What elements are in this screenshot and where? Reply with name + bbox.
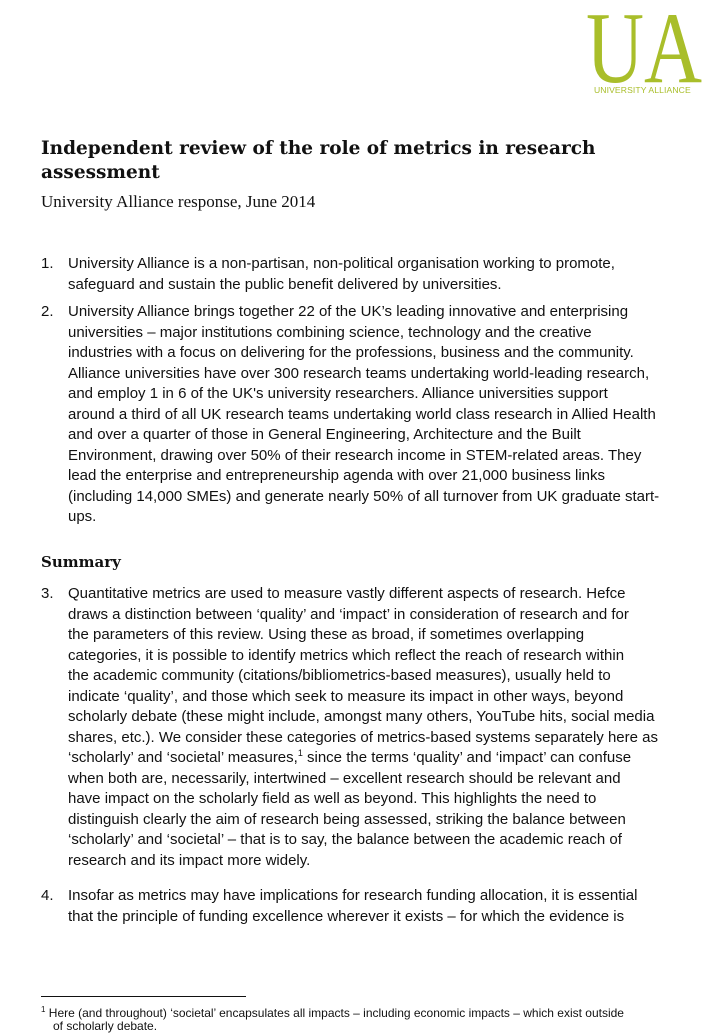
footnote-text: Here (and throughout) ‘societal’ encapsulates all impacts – including economic impacts – which exist outside bbox=[45, 1006, 624, 1020]
text-line: have impact on the scholarly field as well as beyond. This highlights the need to bbox=[68, 790, 597, 807]
ua-logo-letters: UA bbox=[586, 0, 702, 105]
text-line: Insofar as metrics may have implications for research funding allocation, it is essential bbox=[68, 887, 638, 904]
document-subtitle: University Alliance response, June 2014 bbox=[41, 192, 316, 211]
footnote-continuation bbox=[41, 1018, 191, 1033]
text-line-with-footnote bbox=[68, 748, 691, 769]
text-line: University Alliance brings together 22 of the UK’s leading innovative and enterprising bbox=[68, 303, 629, 320]
text-line: research and its impact more widely. bbox=[68, 851, 311, 869]
text-line: and employ 1 in 6 of the UK's university researchers. Alliance universities support bbox=[68, 385, 608, 402]
text-line: the academic community (citations/bibliometrics-based measures), usually held to bbox=[68, 667, 611, 684]
document-title bbox=[41, 137, 641, 185]
paragraph-1 bbox=[41, 254, 691, 295]
paragraph-text bbox=[68, 254, 691, 295]
text-line: universities – major institutions combining science, technology and the creative bbox=[68, 323, 592, 341]
text-line: Alliance universities have over 300 research teams undertaking world-leading research, bbox=[68, 364, 650, 382]
text-line: around a third of all UK research teams undertaking world class research in Allied Health bbox=[68, 405, 656, 423]
text-line: University Alliance is a non-partisan, non-political organisation working to promote, bbox=[68, 255, 615, 272]
text-line: the parameters of this review. Using these as broad, if sometimes overlapping bbox=[68, 626, 585, 643]
text-line: safeguard and sustain the public benefit delivered by universities. bbox=[68, 275, 502, 293]
text-line: (including 14,000 SMEs) and generate nearly 50% of all turnover from UK graduate start- bbox=[68, 487, 660, 505]
footnote-reference[interactable]: 1 bbox=[297, 748, 303, 758]
footnote-marker: 1 bbox=[41, 1005, 46, 1014]
title-line: assessment bbox=[41, 162, 160, 183]
paragraph-number: 4. bbox=[41, 887, 54, 904]
paragraph-3 bbox=[41, 584, 691, 871]
paragraph-text bbox=[68, 886, 691, 927]
title-line: Independent review of the role of metrics in research bbox=[41, 138, 596, 159]
paragraph-2 bbox=[41, 302, 691, 528]
text-line: Quantitative metrics are used to measure vastly different aspects of research. Hefce bbox=[68, 585, 626, 602]
text-line: shares, etc.). We consider these categories of metrics-based systems separately here as bbox=[68, 728, 658, 746]
text-line: that the principle of funding excellence wherever it exists – for which the evidence is bbox=[68, 907, 625, 925]
text-line: draws a distinction between ‘quality’ and ‘impact’ in consideration of research and for bbox=[68, 605, 629, 623]
footnote-divider bbox=[41, 996, 246, 997]
text-line: industries with a focus on delivering for the professions, business and the community. bbox=[68, 344, 634, 361]
paragraph-number: 3. bbox=[41, 585, 54, 602]
line-segment: ‘scholarly’ and ‘societal’ measures, bbox=[68, 749, 298, 766]
text-line: distinguish clearly the aim of research being assessed, striking the balance between bbox=[68, 810, 626, 828]
logo-wordmark: UNIVERSITY ALLIANCE bbox=[594, 85, 691, 95]
footnote-cut-text: of scholarly debate. bbox=[53, 1019, 158, 1033]
text-line: when both are, necessarily, intertwined – excellent research should be relevant and bbox=[68, 769, 621, 787]
paragraph-number: 1. bbox=[41, 255, 54, 272]
summary-heading: Summary bbox=[41, 553, 121, 571]
text-line: Environment, drawing over 50% of their research income in STEM-related areas. They bbox=[68, 446, 642, 464]
paragraph-text bbox=[68, 302, 691, 528]
text-line: lead the enterprise and entrepreneurship agenda with over 21,000 business links bbox=[68, 467, 606, 484]
paragraph-text bbox=[68, 584, 691, 871]
text-line: ‘scholarly’ and ‘societal’ – that is to say, the balance between the academic reach of bbox=[68, 831, 622, 848]
paragraph-number: 2. bbox=[41, 303, 54, 320]
text-line: ups. bbox=[68, 508, 97, 525]
text-line: and over a quarter of those in General Engineering, Architecture and the Built bbox=[68, 426, 581, 443]
text-line: scholarly debate (these might include, amongst many others, YouTube hits, social media bbox=[68, 708, 655, 725]
text-line: indicate ‘quality’, and those which seek to measure its impact in other ways, beyond bbox=[68, 687, 624, 705]
line-segment: since the terms ‘quality’ and ‘impact’ can confuse bbox=[302, 749, 632, 766]
text-line: categories, it is possible to identify metrics which reflect the reach of research within bbox=[68, 646, 625, 664]
university-alliance-logo bbox=[586, 0, 706, 105]
paragraph-4 bbox=[41, 886, 691, 927]
